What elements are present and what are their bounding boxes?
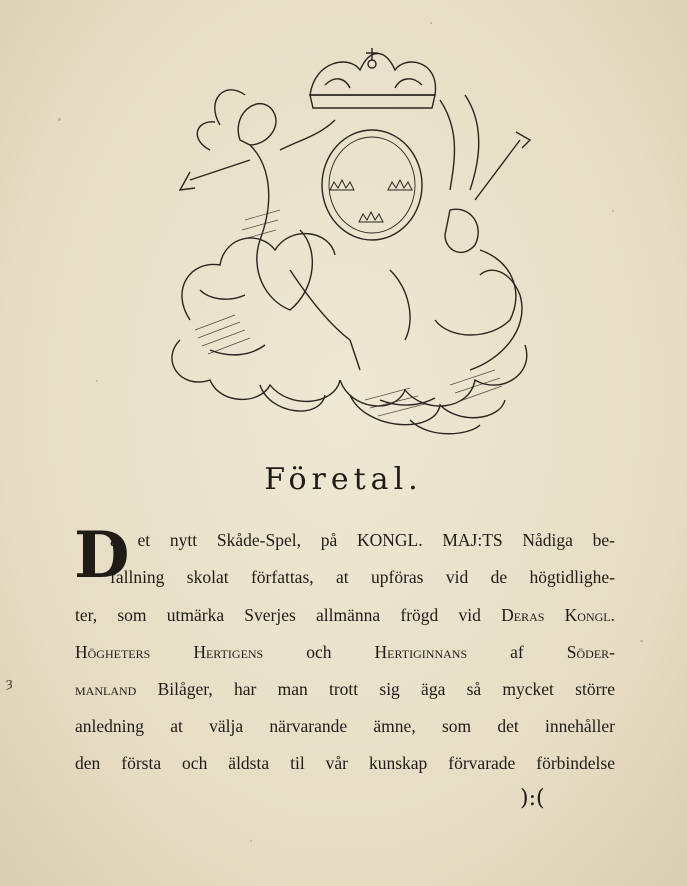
small-caps-text: Söder-: [566, 642, 615, 662]
engraving-hatching: [195, 210, 502, 416]
margin-mark: ȝ: [6, 676, 13, 691]
body-text: och: [263, 642, 375, 662]
paper-speck: [640, 640, 643, 642]
small-caps-text: Högheters Hertigens: [75, 642, 264, 662]
body-line-6: [75, 711, 615, 741]
figure-with-trumpet: [390, 95, 530, 340]
paper-speck: [96, 380, 98, 382]
paper-speck: [58, 118, 61, 121]
body-text: ter, som utmärka Sverjes allmänna frögd vid: [75, 605, 502, 625]
body-line-1: [110, 525, 615, 555]
angel-with-trumpet: [180, 90, 360, 370]
body-line-5: [75, 674, 615, 704]
body-line-4: [75, 637, 615, 667]
section-title: Företal.: [264, 462, 423, 497]
body-text: af: [467, 642, 567, 662]
royal-crown-angels-cloud-vignette: [150, 40, 550, 440]
cloud-engraving: [172, 234, 527, 434]
paper-speck: [430, 22, 432, 24]
body-line-3: [75, 600, 615, 630]
body-text: fallning skolat författas, at upföras vid de högtidlighe-: [110, 567, 615, 587]
body-text: den första och äldsta til vår kunskap förvarade förbindelse: [75, 753, 615, 773]
body-text: å et nytt Skåde-Spel, på KONGL. MAJ:TS Nådiga be-: [110, 530, 615, 550]
paper-speck: [612, 210, 614, 212]
body-text: anledning at välja närvarande ämne, som det innehåller: [75, 716, 615, 736]
medallion-frame: [322, 130, 422, 240]
small-caps-text: Hertiginnans: [374, 642, 468, 662]
body-line-7: [75, 748, 615, 778]
three-crowns-icon: [330, 180, 412, 222]
royal-crown-icon: [310, 48, 435, 108]
body-text: Bilåger, har man trott sig äga så mycket större: [136, 679, 615, 699]
small-caps-text: Deras Kongl.: [501, 605, 615, 625]
drop-cap: D: [74, 518, 130, 593]
paper-speck: [250, 840, 252, 842]
small-caps-text: manland: [75, 679, 137, 699]
signature-mark: ):(: [520, 786, 545, 811]
body-line-2: [110, 562, 615, 592]
